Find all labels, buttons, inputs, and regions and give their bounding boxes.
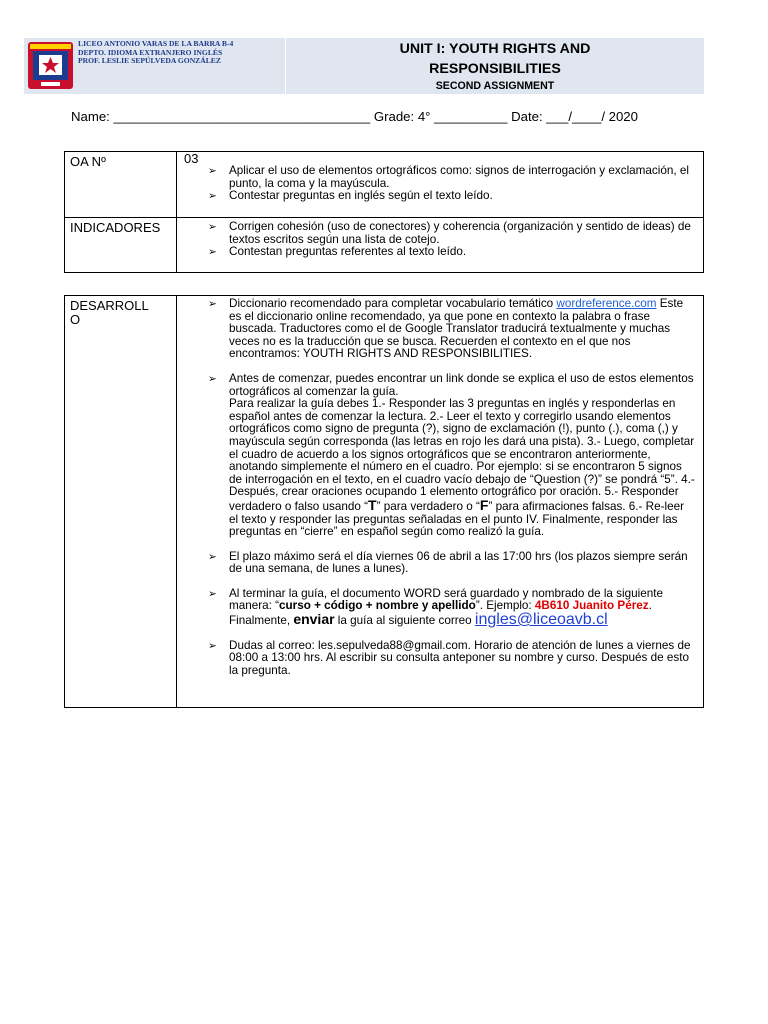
- development-row: [65, 296, 704, 708]
- dictionary-intro: Diccionario recomendado para completar vocabulario temático: [229, 297, 557, 310]
- deadline-item: ➢ El plazo máximo será el día viernes 06 de abril a las 17:00 hrs (los plazos siempre serán de una semana, de lunes a lunes).: [177, 551, 695, 576]
- submission-text: la guía al siguiente correo: [334, 614, 475, 628]
- instructions-steps-text: ” para verdadero o “: [376, 499, 480, 513]
- send-word: enviar: [293, 611, 335, 628]
- filename-example: 4B610 Juanito Pérez: [534, 599, 649, 613]
- department-name: DEPTO. IDIOMA EXTRANJERO INGLÉS: [78, 47, 223, 57]
- oa-content: [177, 152, 704, 218]
- teacher-name: PROF. LESLIE SEPÚLVEDA GONZÁLEZ: [78, 56, 221, 66]
- oa-item: ➢ Aplicar el uso de elementos ortográficos como: signos de interrogación y exclamación, el punto, la coma y la mayúscula.: [177, 165, 695, 190]
- school-crest-icon: [27, 41, 74, 90]
- development-list: [177, 298, 695, 677]
- questions-contact-item: ➢ Dudas al correo: les.sepulveda88@gmail.com. Horario de atención de lunes a viernes de 08:00 a 13:00 hrs. Al escribir su consulta anteponer su nombre y curso. Después de esto la pregunta.: [177, 640, 695, 678]
- oa-list: [177, 165, 695, 203]
- indicators-label: INDICADORES: [65, 218, 177, 273]
- assignment-subtitle: SECOND ASSIGNMENT: [435, 80, 555, 92]
- oa-item: ➢ Contestar preguntas en inglés según el texto leído.: [177, 190, 695, 203]
- oa-row: [65, 152, 704, 218]
- development-label-line-1: DESARROLL: [70, 298, 149, 313]
- indicator-item: ➢ Corrigen cohesión (uso de conectores) y coherencia (organización y sentido de ideas) de textos escritos según una lista de cotejo.: [177, 221, 695, 246]
- school-info: [78, 40, 233, 66]
- dictionary-description: Este es el diccionario online recomendado, ya que pone en contexto la palabra o frase buscada. Traductores como el de Google Translator traducirá textualmente y muchas veces no es la traducción que se busca. Recuerden el contexto en el que nos encontramos: YOUTH RIGHTS AND RESPONSIBILITIES.: [229, 297, 684, 361]
- true-letter: T: [368, 496, 377, 513]
- school-name: LICEO ANTONIO VARAS DE LA BARRA B-4: [78, 39, 234, 48]
- wordreference-link[interactable]: wordreference.com: [556, 297, 657, 310]
- development-table: [64, 295, 704, 708]
- unit-title-line-2: RESPONSIBILITIES: [429, 61, 561, 77]
- objectives-table: [64, 151, 704, 273]
- indicators-content: [177, 218, 704, 273]
- development-content: [177, 296, 704, 708]
- unit-title-line-1: UNIT I: YOUTH RIGHTS AND: [399, 41, 591, 57]
- submission-text: ”. Ejemplo:: [475, 599, 535, 613]
- dictionary-item: [177, 298, 695, 361]
- indicators-list: [177, 221, 695, 259]
- instructions-item: [177, 373, 695, 539]
- instructions-steps-text: Para realizar la guía debes 1.- Responder las 3 preguntas en inglés y responderlas en español antes de comenzar la lectura. 2.- Leer el texto y corregirlo usando elementos ortográficos como signo de pregunta (?), signo de exclamación (!), punto (.), coma (,) y mayúscula según corresponda (las letras en rojo les dará una pista). 3.- Luego, completar el cuadro de acuerdo a los signos ortográficos que se encontraron anteriormente, anotando simplemente el número en el cuadro. Por ejemplo: si se encontraron 5 signos de interrogación en el texto, en el cuadro vacío debajo de “Question (?)” se pondrá “5”. 4.- Después, crear oraciones ocupando 1 elemento ortográfico por oración. 5.- Responder verdadero o falso usando “: [229, 397, 695, 513]
- development-label: [65, 296, 177, 708]
- instructions-steps-text: ” para afirmaciones falsas. 6.- Re-leer el texto y responder las preguntas señaladas en el punto IV. Finalmente, responder las preguntas en “cierre” en español según como realizó la guía.: [229, 499, 684, 539]
- indicator-item: ➢ Contestan preguntas referentes al texto leído.: [177, 246, 695, 259]
- instructions-steps: [229, 398, 695, 539]
- submission-text: . Finalmente,: [229, 599, 652, 628]
- oa-number: 03: [184, 151, 199, 166]
- instructions-intro: ➢ Antes de comenzar, puedes encontrar un link donde se explica el uso de estos elementos ortográficos al comenzar la guía.: [229, 371, 694, 398]
- oa-label: OA Nº: [65, 152, 177, 218]
- unit-title: [286, 39, 704, 79]
- submission-email-link[interactable]: ingles@liceoavb.cl: [474, 611, 608, 629]
- false-letter: F: [479, 496, 489, 513]
- indicators-row: [65, 218, 704, 273]
- naming-format: curso + código + nombre y apellido: [279, 599, 476, 613]
- development-label-line-2: O: [70, 312, 81, 327]
- document-header: [24, 38, 704, 94]
- submission-text: Al terminar la guía, el documento WORD será guardado y nombrado de la siguiente manera: “: [229, 586, 663, 613]
- student-info-line: Name: ___________________________________ Grade: 4° __________ Date: ___/____/ 2020: [71, 109, 638, 124]
- submission-item: [177, 588, 695, 628]
